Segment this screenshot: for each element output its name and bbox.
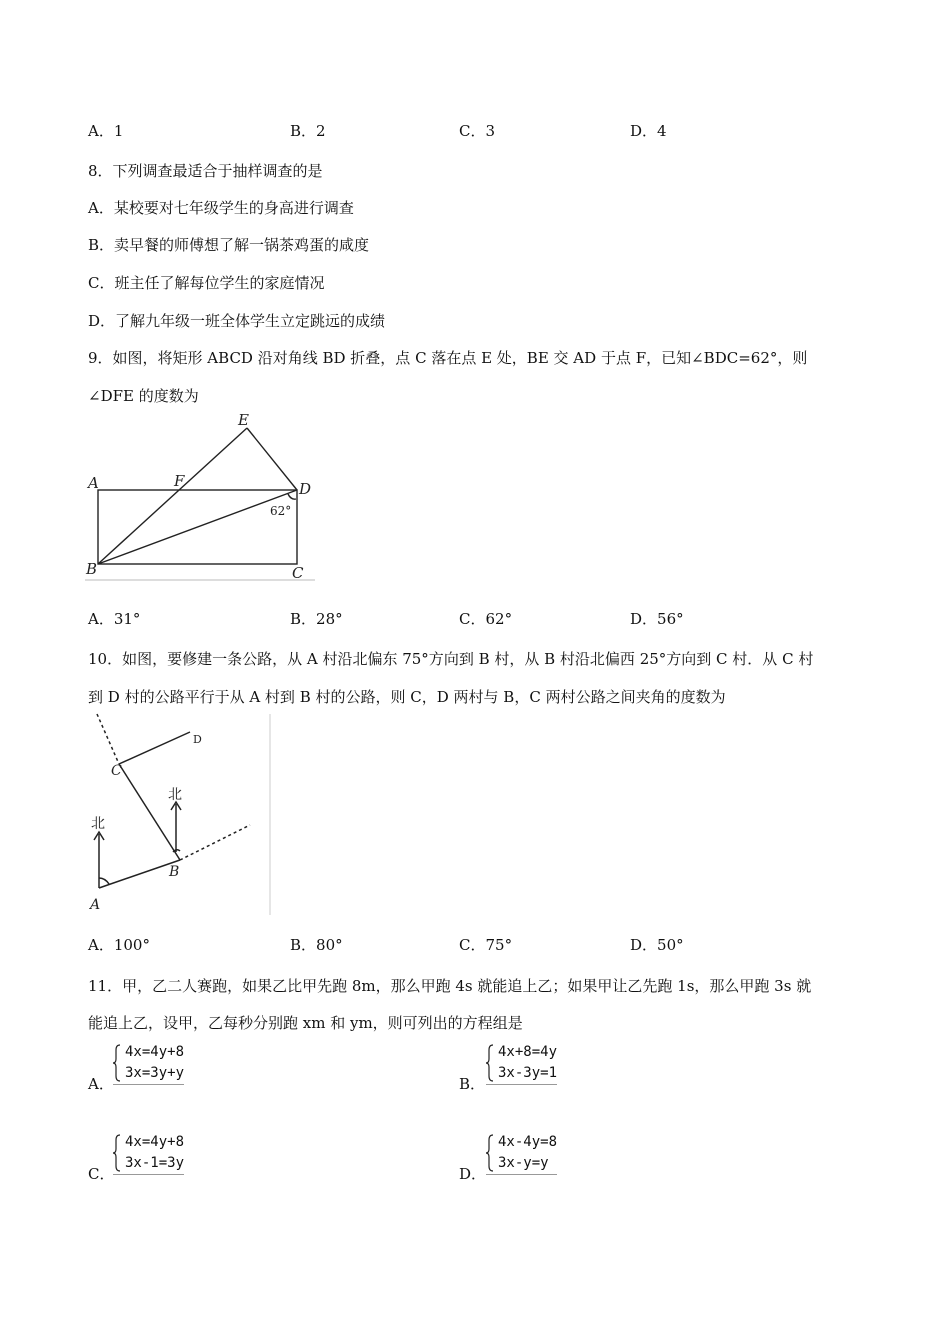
q7-option-b: B．2 xyxy=(290,122,326,140)
q9-option-c: C．62° xyxy=(459,610,513,628)
equation-1: 4x=4y+8 xyxy=(125,1044,185,1060)
q11-option-b-label: B． xyxy=(459,1075,486,1093)
q9-option-b: B．28° xyxy=(290,610,343,628)
q10-road-direction-figure xyxy=(85,712,275,917)
q10-stem-line2: 到 D 村的公路平行于从 A 村到 B 村的公路，则 C，D 两村与 B，C 两村公路之间夹角的度数为 xyxy=(88,688,726,706)
q9-rectangle-fold-figure xyxy=(85,408,320,586)
q11-stem-line2: 能追上乙，设甲，乙每秒分别跑 xm 和 ym，则可列出的方程组是 xyxy=(88,1014,523,1032)
label-c: C xyxy=(292,564,304,582)
label-c: C xyxy=(111,763,122,779)
brace-icon xyxy=(486,1044,494,1082)
label-north-a: 北 xyxy=(91,816,105,832)
q9-option-a: A．31° xyxy=(88,610,141,628)
q8-stem: 8．下列调查最适合于抽样调查的是 xyxy=(88,162,323,180)
q8-option-c: C．班主任了解每位学生的家庭情况 xyxy=(88,274,325,292)
label-a: A xyxy=(90,897,101,913)
q11-stem-line1: 11．甲，乙二人赛跑，如果乙比甲先跑 8m，那么甲跑 4s 就能追上乙；如果甲让乙先跑 1s，那么甲跑 3s 就 xyxy=(88,977,812,995)
label-f: F xyxy=(174,472,185,490)
dashed-extension-ab xyxy=(180,825,250,860)
segment-be xyxy=(98,428,247,564)
q10-option-c: C．75° xyxy=(459,936,513,954)
equation-1: 4x+8=4y xyxy=(498,1044,558,1060)
q11-option-a-system xyxy=(113,1042,184,1085)
q7-option-d: D．4 xyxy=(630,122,667,140)
q11-option-a-label: A． xyxy=(88,1075,114,1093)
q7-option-c: C．3 xyxy=(459,122,496,140)
brace-icon xyxy=(486,1134,494,1172)
equation-2: 3x-1=3y xyxy=(125,1155,185,1171)
equation-2: 3x-3y=1 xyxy=(498,1065,558,1081)
q9-option-d: D．56° xyxy=(630,610,684,628)
label-a: A xyxy=(88,474,99,492)
label-b: B xyxy=(169,864,180,880)
label-e: E xyxy=(238,411,249,429)
angle-mark xyxy=(288,494,296,499)
q11-option-c-label: C． xyxy=(88,1165,115,1183)
q10-option-d: D．50° xyxy=(630,936,684,954)
q8-option-d: D．了解九年级一班全体学生立定跳远的成绩 xyxy=(88,312,386,330)
diagonal-bd xyxy=(98,490,297,564)
brace-icon xyxy=(113,1134,121,1172)
q9-stem-line2: ∠DFE 的度数为 xyxy=(88,387,199,405)
angle-mark-a xyxy=(99,878,109,884)
equation-2: 3x=3y+y xyxy=(125,1065,185,1081)
label-d: D xyxy=(299,480,312,498)
label-b: B xyxy=(86,560,98,578)
road-bc xyxy=(119,764,180,860)
label-north-b: 北 xyxy=(168,787,182,803)
road-cd xyxy=(119,732,190,764)
label-angle-62: 62° xyxy=(270,504,292,518)
equation-1: 4x-4y=8 xyxy=(498,1134,558,1150)
q7-option-a: A．1 xyxy=(88,122,124,140)
brace-icon xyxy=(113,1044,121,1082)
q10-option-b: B．80° xyxy=(290,936,343,954)
label-d: D xyxy=(193,733,202,746)
q11-option-c-system xyxy=(113,1132,184,1175)
equation-1: 4x=4y+8 xyxy=(125,1134,185,1150)
q10-stem-line1: 10．如图，要修建一条公路，从 A 村沿北偏东 75°方向到 B 村，从 B 村沿北偏西 25°方向到 C 村．从 C 村 xyxy=(88,650,814,668)
q9-stem-line1: 9．如图，将矩形 ABCD 沿对角线 BD 折叠，点 C 落在点 E 处，BE 交 AD 于点 F，已知∠BDC=62°，则 xyxy=(88,349,808,367)
q11-option-d-system xyxy=(486,1132,557,1175)
q11-option-d-label: D． xyxy=(459,1165,487,1183)
dashed-extension-cb xyxy=(97,714,119,764)
q8-option-b: B．卖早餐的师傅想了解一锅茶鸡蛋的咸度 xyxy=(88,236,370,254)
equation-2: 3x-y=y xyxy=(498,1155,549,1171)
q10-option-a: A．100° xyxy=(88,936,150,954)
segment-ed xyxy=(247,428,297,490)
q8-option-a: A．某校要对七年级学生的身高进行调查 xyxy=(88,199,354,217)
q11-option-b-system xyxy=(486,1042,557,1085)
road-ab xyxy=(99,860,180,888)
